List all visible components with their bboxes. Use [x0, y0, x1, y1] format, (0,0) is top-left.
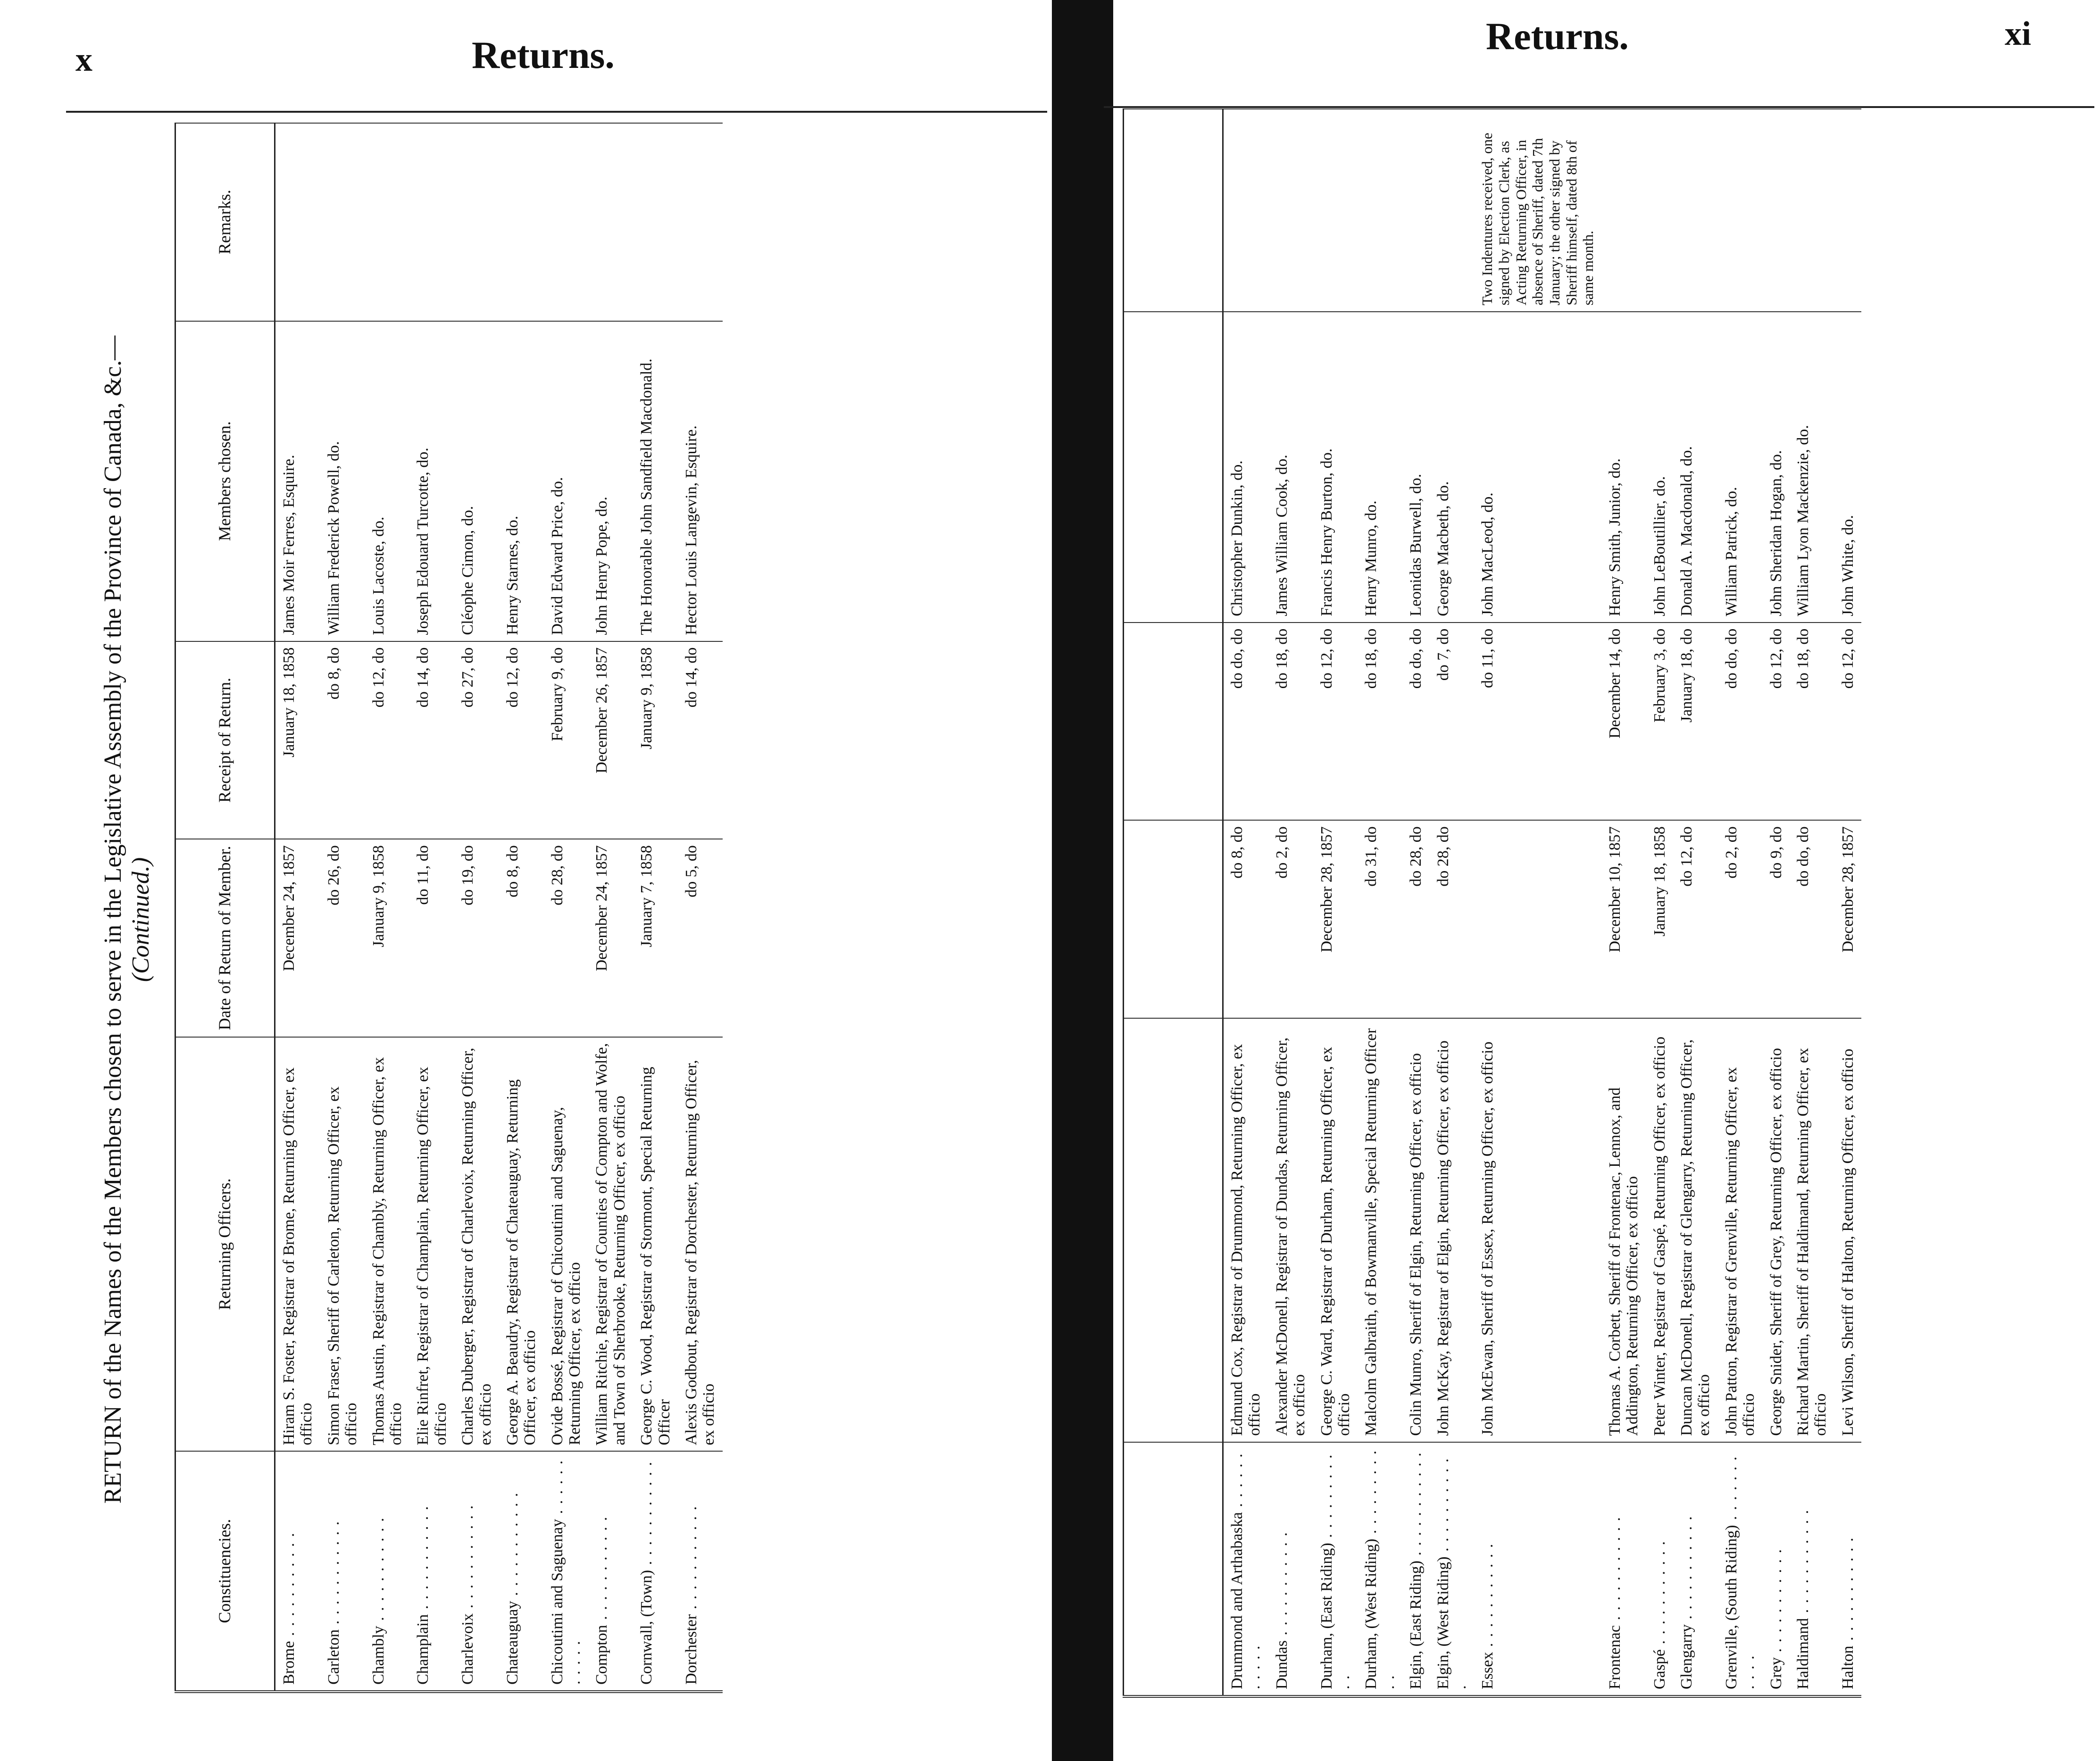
remarks-cell — [1358, 109, 1402, 312]
receipt-of-return-cell: do 7, do — [1430, 623, 1475, 821]
member-chosen-cell: John MacLeod, do. — [1474, 312, 1601, 623]
returning-officer-cell: George A. Beaudry, Registrar of Chateauguay, Returning Officer, ex officio — [499, 1037, 544, 1452]
date-of-return-cell: do 11, do — [409, 839, 454, 1037]
table-row — [275, 123, 320, 1692]
remarks-cell — [588, 123, 633, 321]
left-head-rule — [66, 111, 1047, 113]
returning-officer-cell: Colin Munro, Sheriff of Elgin, Returning Officer, ex officio — [1402, 1018, 1429, 1442]
date-of-return-cell: do 31, do — [1358, 820, 1402, 1018]
remarks-cell — [275, 123, 320, 321]
returning-officer-cell: Levi Wilson, Sheriff of Halton, Returning Officer, ex officio — [1834, 1018, 1861, 1442]
returning-officer-cell: Richard Martin, Sheriff of Haldimand, Returning Officer, ex officio — [1790, 1018, 1834, 1442]
constituency-cell: Dorchester . . . — [678, 1451, 723, 1692]
date-of-return-cell: do 2, do — [1268, 820, 1313, 1018]
table-row — [1834, 109, 1861, 1696]
receipt-of-return-cell: do 11, do — [1474, 623, 1601, 821]
right-head-rule — [1104, 106, 2094, 108]
date-of-return-cell: January 7, 1858 — [633, 839, 678, 1037]
remarks-cell — [1313, 109, 1358, 312]
table-row — [678, 123, 723, 1692]
receipt-of-return-cell: January 18, 1858 — [275, 641, 320, 839]
constituency-cell: Chicoutimi and Saguenay . . . — [544, 1451, 589, 1692]
table-row — [588, 123, 633, 1692]
date-of-return-cell: December 28, 1857 — [1834, 820, 1861, 1018]
date-of-return-cell: do 9, do — [1763, 820, 1790, 1018]
header-cell-empty — [1124, 312, 1223, 623]
remarks-cell — [320, 123, 365, 321]
receipt-of-return-cell: do 12, do — [1313, 623, 1358, 821]
constituency-cell: Chambly . . . — [365, 1451, 410, 1692]
table-row — [1430, 109, 1475, 1696]
table-row — [1313, 109, 1358, 1696]
member-chosen-cell: John White, do. — [1834, 312, 1861, 623]
returning-officer-cell: Thomas A. Corbett, Sheriff of Frontenac, Lennox, and Addington, Returning Officer, ex officio — [1601, 1018, 1646, 1442]
receipt-of-return-cell: do 12, do — [1834, 623, 1861, 821]
receipt-of-return-cell: do 14, do — [678, 641, 723, 839]
member-chosen-cell: Henry Starnes, do. — [499, 321, 544, 641]
receipt-of-return-cell: January 18, do — [1673, 623, 1718, 821]
remarks-cell — [1223, 109, 1268, 312]
constituency-cell: Essex . . . — [1474, 1442, 1601, 1696]
remarks-cell — [1601, 109, 1646, 312]
date-of-return-cell: December 24, 1857 — [275, 839, 320, 1037]
returning-officer-cell: Alexis Godbout, Registrar of Dorchester, Returning Officer, ex officio — [678, 1037, 723, 1452]
receipt-of-return-cell: do 12, do — [1763, 623, 1790, 821]
receipt-of-return-cell: do 12, do — [499, 641, 544, 839]
remarks-cell — [1790, 109, 1834, 312]
constituency-cell: Grey . . . — [1763, 1442, 1790, 1696]
receipt-of-return-cell: do 18, do — [1790, 623, 1834, 821]
returning-officer-cell: Edmund Cox, Registrar of Drummond, Returning Officer, ex officio — [1223, 1018, 1268, 1442]
constituency-cell: Champlain . . . — [409, 1451, 454, 1692]
member-chosen-cell: Joseph Edouard Turcotte, do. — [409, 321, 454, 641]
constituency-cell: Charlevoix . . . — [454, 1451, 499, 1692]
header-remarks: Remarks. — [175, 123, 275, 321]
header-constituencies: Constituencies. — [175, 1451, 275, 1692]
table-row — [320, 123, 365, 1692]
date-of-return-cell — [1474, 820, 1601, 1018]
member-chosen-cell: James Moir Ferres, Esquire. — [275, 321, 320, 641]
date-of-return-cell: do 26, do — [320, 839, 365, 1037]
constituency-cell: Elgin, (West Riding) . . . — [1430, 1442, 1475, 1696]
receipt-of-return-cell: do 27, do — [454, 641, 499, 839]
left-returns-table — [175, 123, 723, 1693]
table-row — [1358, 109, 1402, 1696]
table-row — [1474, 109, 1601, 1696]
returning-officer-cell: Peter Winter, Registrar of Gaspé, Returning Officer, ex officio — [1646, 1018, 1673, 1442]
constituency-cell: Gaspé . . . — [1646, 1442, 1673, 1696]
table-row — [454, 123, 499, 1692]
member-chosen-cell: Francis Henry Burton, do. — [1313, 312, 1358, 623]
constituency-cell: Chateauguay . . . — [499, 1451, 544, 1692]
constituency-cell: Halton . . . — [1834, 1442, 1861, 1696]
table-row — [1646, 109, 1673, 1696]
receipt-of-return-cell: do 18, do — [1358, 623, 1402, 821]
table-row — [1718, 109, 1763, 1696]
constituency-cell: Frontenac . . . — [1601, 1442, 1646, 1696]
header-date-of-return: Date of Return of Member. — [175, 839, 275, 1037]
header-cell-empty — [1124, 109, 1223, 312]
constituency-cell: Brome . . . — [275, 1451, 320, 1692]
date-of-return-cell: do 8, do — [1223, 820, 1268, 1018]
returning-officer-cell: George C. Ward, Registrar of Durham, Returning Officer, ex officio — [1313, 1018, 1358, 1442]
member-chosen-cell: John Henry Pope, do. — [588, 321, 633, 641]
table-row — [633, 123, 678, 1692]
table-row — [1790, 109, 1834, 1696]
constituency-cell: Dundas . . . — [1268, 1442, 1313, 1696]
member-chosen-cell: John Sheridan Hogan, do. — [1763, 312, 1790, 623]
receipt-of-return-cell: do do, do — [1223, 623, 1268, 821]
returning-officer-cell: Alexander McDonell, Registrar of Dundas, Returning Officer, ex officio — [1268, 1018, 1313, 1442]
left-running-head: Returns. — [472, 33, 615, 76]
remarks-cell — [1268, 109, 1313, 312]
table-row — [409, 123, 454, 1692]
receipt-of-return-cell: December 14, do — [1601, 623, 1646, 821]
date-of-return-cell: January 9, 1858 — [365, 839, 410, 1037]
constituency-cell: Haldimand . . . — [1790, 1442, 1834, 1696]
returning-officer-cell: William Ritchie, Registrar of Counties of Compton and Wolfe, and Town of Sherbrooke, Returning Officer, ex officio — [588, 1037, 633, 1452]
table-title: RETURN of the Names of the Members chosen to serve in the Legislative Assembly of the Province of Canada, &c.— — [100, 335, 126, 1504]
date-of-return-cell: do 19, do — [454, 839, 499, 1037]
right-page-number: xi — [2005, 15, 2032, 52]
left-page-number: x — [75, 41, 92, 78]
remarks-cell — [633, 123, 678, 321]
header-cell-empty — [1124, 1018, 1223, 1442]
date-of-return-cell: do do, do — [1790, 820, 1834, 1018]
member-chosen-cell: William Patrick, do. — [1718, 312, 1763, 623]
date-of-return-cell: do 12, do — [1673, 820, 1718, 1018]
table-header-row — [1124, 109, 1223, 1696]
remarks-cell — [1834, 109, 1861, 312]
date-of-return-cell: do 28, do — [1402, 820, 1429, 1018]
returning-officer-cell: Simon Fraser, Sheriff of Carleton, Returning Officer, ex officio — [320, 1037, 365, 1452]
date-of-return-cell: January 18, 1858 — [1646, 820, 1673, 1018]
member-chosen-cell: John LeBoutillier, do. — [1646, 312, 1673, 623]
remarks-cell — [409, 123, 454, 321]
member-chosen-cell: William Lyon Mackenzie, do. — [1790, 312, 1834, 623]
member-chosen-cell: Henry Munro, do. — [1358, 312, 1402, 623]
table-row — [1268, 109, 1313, 1696]
date-of-return-cell: December 10, 1857 — [1601, 820, 1646, 1018]
returning-officer-cell: Hiram S. Foster, Registrar of Brome, Returning Officer, ex officio — [275, 1037, 320, 1452]
header-cell-empty — [1124, 1442, 1223, 1696]
receipt-of-return-cell: January 9, 1858 — [633, 641, 678, 839]
remarks-cell — [365, 123, 410, 321]
returning-officer-cell: George Snider, Sheriff of Grey, Returning Officer, ex officio — [1763, 1018, 1790, 1442]
date-of-return-cell: do 2, do — [1718, 820, 1763, 1018]
returning-officer-cell: George C. Wood, Registrar of Stormont, Special Returning Officer — [633, 1037, 678, 1452]
returning-officer-cell: John Patton, Registrar of Grenville, Returning Officer, ex officio — [1718, 1018, 1763, 1442]
member-chosen-cell: Henry Smith, Junior, do. — [1601, 312, 1646, 623]
member-chosen-cell: Cléophe Cimon, do. — [454, 321, 499, 641]
table-row — [365, 123, 410, 1692]
table-row — [1402, 109, 1429, 1696]
right-returns-table — [1123, 108, 1861, 1698]
member-chosen-cell: Christopher Dunkin, do. — [1223, 312, 1268, 623]
header-cell-empty — [1124, 623, 1223, 821]
right-table-wrap — [1123, 108, 1861, 1698]
left-table-wrap — [175, 123, 723, 1693]
header-receipt-of-return: Receipt of Return. — [175, 641, 275, 839]
remarks-cell — [544, 123, 589, 321]
member-chosen-cell: The Honorable John Sandfield Macdonald. — [633, 321, 678, 641]
constituency-cell: Cornwall, (Town) . . . — [633, 1451, 678, 1692]
remarks-cell — [1763, 109, 1790, 312]
table-row — [1673, 109, 1718, 1696]
returning-officer-cell: Charles Duberger, Registrar of Charlevoix, Returning Officer, ex officio — [454, 1037, 499, 1452]
receipt-of-return-cell: do 12, do — [365, 641, 410, 839]
constituency-cell: Carleton . . . — [320, 1451, 365, 1692]
table-row — [1601, 109, 1646, 1696]
constituency-cell: Elgin, (East Riding) . . . — [1402, 1442, 1429, 1696]
remarks-cell — [1673, 109, 1718, 312]
header-cell-empty — [1124, 820, 1223, 1018]
right-running-head: Returns. — [1486, 15, 1629, 58]
remarks-cell — [1646, 109, 1673, 312]
returning-officer-cell: Elie Rinfret, Registrar of Champlain, Returning Officer, ex officio — [409, 1037, 454, 1452]
receipt-of-return-cell: do do, do — [1402, 623, 1429, 821]
member-chosen-cell: James William Cook, do. — [1268, 312, 1313, 623]
date-of-return-cell: December 28, 1857 — [1313, 820, 1358, 1018]
returning-officer-cell: Malcolm Galbraith, of Bowmanville, Special Returning Officer — [1358, 1018, 1402, 1442]
member-chosen-cell: Louis Lacoste, do. — [365, 321, 410, 641]
remarks-cell — [1402, 109, 1429, 312]
returning-officer-cell: Duncan McDonell, Registrar of Glengarry, Returning Officer, ex officio — [1673, 1018, 1718, 1442]
constituency-cell: Compton . . . — [588, 1451, 633, 1692]
date-of-return-cell: do 28, do — [1430, 820, 1475, 1018]
date-of-return-cell: December 24, 1857 — [588, 839, 633, 1037]
constituency-cell: Drummond and Arthabaska . . . — [1223, 1442, 1268, 1696]
member-chosen-cell: Hector Louis Langevin, Esquire. — [678, 321, 723, 641]
constituency-cell: Durham, (East Riding) . . . — [1313, 1442, 1358, 1696]
constituency-cell: Durham, (West Riding) . . . — [1358, 1442, 1402, 1696]
constituency-cell: Grenville, (South Riding) . . . — [1718, 1442, 1763, 1696]
member-chosen-cell: Donald A. Macdonald, do. — [1673, 312, 1718, 623]
date-of-return-cell: do 8, do — [499, 839, 544, 1037]
remarks-cell — [678, 123, 723, 321]
constituency-cell: Glengarry . . . — [1673, 1442, 1718, 1696]
date-of-return-cell: do 5, do — [678, 839, 723, 1037]
table-row — [1223, 109, 1268, 1696]
book-gutter — [1052, 0, 1113, 1761]
header-returning-officers: Returning Officers. — [175, 1037, 275, 1452]
member-chosen-cell: David Edward Price, do. — [544, 321, 589, 641]
table-row — [544, 123, 589, 1692]
returning-officer-cell: John McEwan, Sheriff of Essex, Returning Officer, ex officio — [1474, 1018, 1601, 1442]
receipt-of-return-cell: do 8, do — [320, 641, 365, 839]
receipt-of-return-cell: February 3, do — [1646, 623, 1673, 821]
remarks-cell: Two Indentures received, one signed by Election Clerk, as Acting Returning Officer, in absence of Sheriff, dated 7th January; the other signed by Sheriff himself, dated 8th of same month. — [1474, 109, 1601, 312]
member-chosen-cell: George Macbeth, do. — [1430, 312, 1475, 623]
remarks-cell — [1718, 109, 1763, 312]
returning-officer-cell: John McKay, Registrar of Elgin, Returning Officer, ex officio — [1430, 1018, 1475, 1442]
receipt-of-return-cell: do 18, do — [1268, 623, 1313, 821]
receipt-of-return-cell: do do, do — [1718, 623, 1763, 821]
receipt-of-return-cell: December 26, 1857 — [588, 641, 633, 839]
table-row — [1763, 109, 1790, 1696]
table-header-row — [175, 123, 275, 1692]
member-chosen-cell: Leonidas Burwell, do. — [1402, 312, 1429, 623]
remarks-cell — [499, 123, 544, 321]
receipt-of-return-cell: do 14, do — [409, 641, 454, 839]
receipt-of-return-cell: February 9, do — [544, 641, 589, 839]
date-of-return-cell: do 28, do — [544, 839, 589, 1037]
table-subtitle: (Continued.) — [127, 857, 154, 982]
header-members-chosen: Members chosen. — [175, 321, 275, 641]
remarks-cell — [1430, 109, 1475, 312]
remarks-cell — [454, 123, 499, 321]
returning-officer-cell: Thomas Austin, Registrar of Chambly, Returning Officer, ex officio — [365, 1037, 410, 1452]
table-row — [499, 123, 544, 1692]
member-chosen-cell: William Frederick Powell, do. — [320, 321, 365, 641]
returning-officer-cell: Ovide Bossé, Registrar of Chicoutimi and Saguenay, Returning Officer, ex officio — [544, 1037, 589, 1452]
left-caption — [99, 160, 155, 1679]
